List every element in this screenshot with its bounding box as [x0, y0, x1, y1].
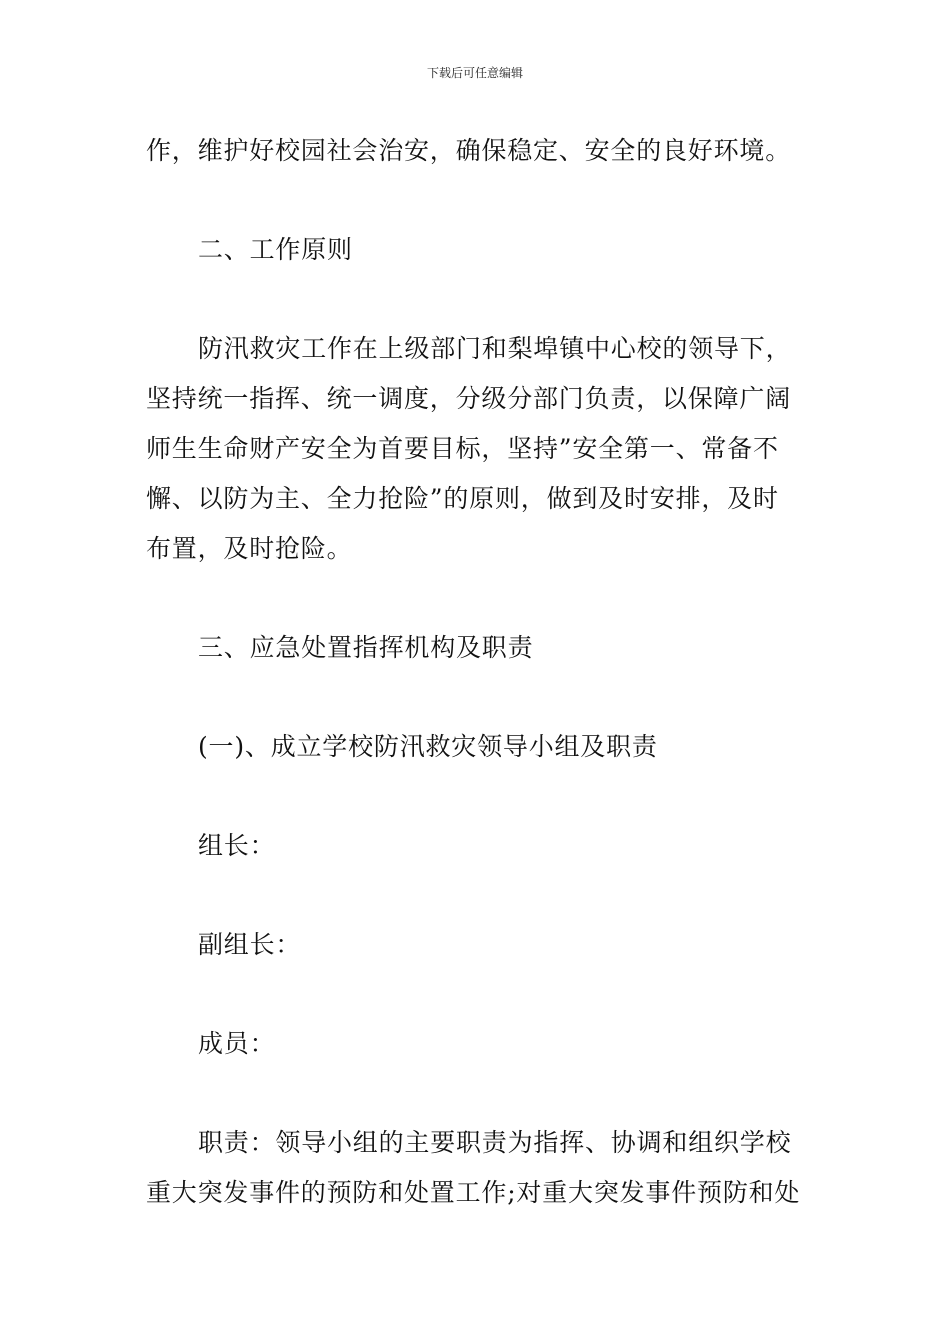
text-line: 职责：领导小组的主要职责为指挥、协调和组织学校	[198, 1128, 792, 1157]
text-line: 成员：	[198, 1029, 276, 1058]
paragraph-continuation	[146, 126, 808, 176]
text-line: 作，维护好校园社会治安，确保稳定、安全的良好环境。	[146, 136, 792, 165]
text-line: 师生生命财产安全为首要目标，坚持”安全第一、常备不	[146, 434, 779, 463]
subsection-heading-leadership-group	[146, 722, 808, 772]
field-members	[146, 1019, 808, 1069]
text-line: 二、工作原则	[198, 235, 353, 264]
text-line: (一)、成立学校防汛救灾领导小组及职责	[198, 732, 658, 761]
paragraph-principles	[146, 324, 808, 574]
text-line: 坚持统一指挥、统一调度，分级分部门负责，以保障广阔	[146, 384, 792, 413]
paragraph-duties	[146, 1118, 808, 1218]
text-line: 重大突发事件的预防和处置工作;对重大突发事件预防和处	[146, 1178, 801, 1207]
text-line: 防汛救灾工作在上级部门和梨埠镇中心校的领导下，	[198, 334, 792, 363]
text-line: 懈、以防为主、全力抢险”的原则，做到及时安排，及时	[146, 484, 779, 513]
page-header: 下载后可任意编辑	[426, 66, 523, 80]
field-group-leader	[146, 821, 808, 871]
text-line: 副组长：	[198, 930, 302, 959]
text-line: 布置，及时抢险。	[146, 534, 353, 563]
section-heading-principles	[146, 225, 808, 275]
text-line: 三、应急处置指挥机构及职责	[198, 633, 534, 662]
text-line: 组长：	[198, 831, 276, 860]
field-deputy-leader	[146, 920, 808, 970]
document-body	[146, 126, 808, 1218]
section-heading-command	[146, 623, 808, 673]
